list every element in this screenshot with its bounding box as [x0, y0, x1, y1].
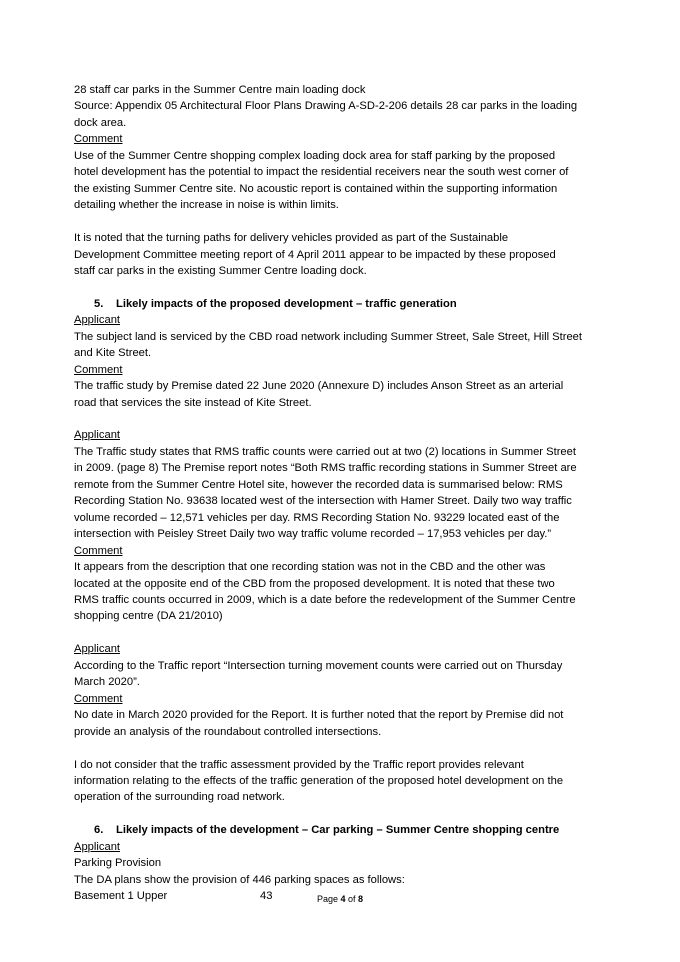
applicant-label: Applicant [74, 643, 121, 656]
comment-line: It appears from the description that one recording station was not in the CBD and the other was [74, 561, 546, 574]
applicant-line: in 2009. (page 8) The Premise report notes “Both RMS traffic recording stations in Summer Street are [74, 462, 577, 475]
note-line: It is noted that the turning paths for delivery vehicles provided as part of the Sustainable [74, 232, 509, 245]
section-6-title: Likely impacts of the development – Car parking – Summer Centre shopping centre [116, 824, 560, 837]
paragraph-gap [74, 740, 604, 756]
footer-page-number: 4 [340, 894, 346, 904]
note-line: Development Committee meeting report of 4 April 2011 appear to be impacted by these proposed [74, 248, 556, 261]
conclusion-line: I do not consider that the traffic assessment provided by the Traffic report provides relevant [74, 758, 524, 771]
applicant-label: Applicant [74, 429, 121, 442]
paragraph-gap [74, 625, 604, 641]
paragraph-gap [74, 411, 604, 427]
applicant-line: According to the Traffic report “Intersection turning movement counts were carried out on Thursday [74, 659, 563, 672]
source-line: Source: Appendix 05 Architectural Floor Plans Drawing A-SD-2-206 details 28 car parks in the loading [74, 100, 578, 113]
note-line: staff car parks in the existing Summer Centre loading dock. [74, 264, 367, 277]
comment-line: No date in March 2020 provided for the Report. It is further noted that the report by Premise did not [74, 709, 564, 722]
applicant-line: and Kite Street. [74, 347, 152, 360]
comment-line: The traffic study by Premise dated 22 June 2020 (Annexure D) includes Anson Street as an arterial [74, 380, 564, 393]
applicant-line: Recording Station No. 93638 located west of the intersection with Hamer Street. Daily two way traffic [74, 495, 572, 508]
applicant-line: The subject land is serviced by the CBD road network including Summer Street, Sale Street, Hill Street [74, 330, 583, 343]
comment-label: Comment [74, 363, 123, 376]
comment-line: road that services the site instead of Kite Street. [74, 396, 312, 409]
applicant-label: Applicant [74, 840, 121, 853]
page-footer [0, 894, 680, 904]
footer-of: of [345, 894, 359, 904]
footer-prefix: Page [316, 894, 341, 904]
applicant-label: Applicant [74, 314, 121, 327]
source-line: dock area. [74, 116, 127, 129]
applicant-line: The Traffic study states that RMS traffic counts were carried out at two (2) locations in Summer Street [74, 445, 576, 458]
parking-row-label: Basement 1 Upper [74, 890, 168, 903]
section-6-number: 6. [94, 824, 104, 837]
conclusion-line: operation of the surrounding road network. [74, 791, 285, 804]
paragraph-gap [74, 806, 604, 822]
comment-line: Use of the Summer Centre shopping complex loading dock area for staff parking by the proposed [74, 149, 556, 162]
comment-line: the existing Summer Centre site. No acoustic report is contained within the supporting information [74, 182, 558, 195]
document-page [74, 82, 604, 905]
applicant-line: March 2020”. [74, 676, 140, 689]
conclusion-line: information relating to the effects of the traffic generation of the proposed hotel development on the [74, 774, 564, 787]
comment-line: RMS traffic counts occurred in 2009, which is a date before the redevelopment of the Summer Centre [74, 594, 576, 606]
comment-line: hotel development has the potential to impact the residential receivers near the south west corner of [74, 166, 569, 179]
section-5-title: Likely impacts of the proposed development – traffic generation [116, 297, 457, 310]
applicant-line: remote from the Summer Centre Hotel site, however the recorded data is summarised below: RMS [74, 478, 563, 491]
applicant-line: intersection with Peisley Street Daily two way traffic volume recorded – 17,953 vehicles per day.” [74, 528, 552, 541]
comment-line: located at the opposite end of the CBD from the proposed development. It is noted that these two [74, 577, 555, 590]
parking-row-value: 43 [260, 890, 273, 903]
comment-label: Comment [74, 544, 123, 557]
item-title: 28 staff car parks in the Summer Centre main loading dock [74, 84, 366, 96]
comment-line: provide an analysis of the roundabout controlled intersections. [74, 725, 382, 738]
section-5-number: 5. [94, 297, 104, 310]
parking-provision-label: Parking Provision [74, 857, 162, 870]
parking-intro: The DA plans show the provision of 446 parking spaces as follows: [74, 873, 405, 886]
section-6-heading [74, 822, 604, 838]
paragraph-gap [74, 214, 604, 230]
comment-label: Comment [74, 692, 123, 705]
paragraph-gap [74, 279, 604, 295]
comment-label: Comment [74, 133, 123, 146]
applicant-line: volume recorded – 12,571 vehicles per day. RMS Recording Station No. 93229 located east of the [74, 511, 560, 524]
footer-total-pages: 8 [358, 894, 364, 904]
comment-line: shopping centre (DA 21/2010) [74, 610, 223, 623]
section-5-heading [74, 296, 604, 312]
comment-line: detailing whether the increase in noise is within limits. [74, 199, 339, 212]
